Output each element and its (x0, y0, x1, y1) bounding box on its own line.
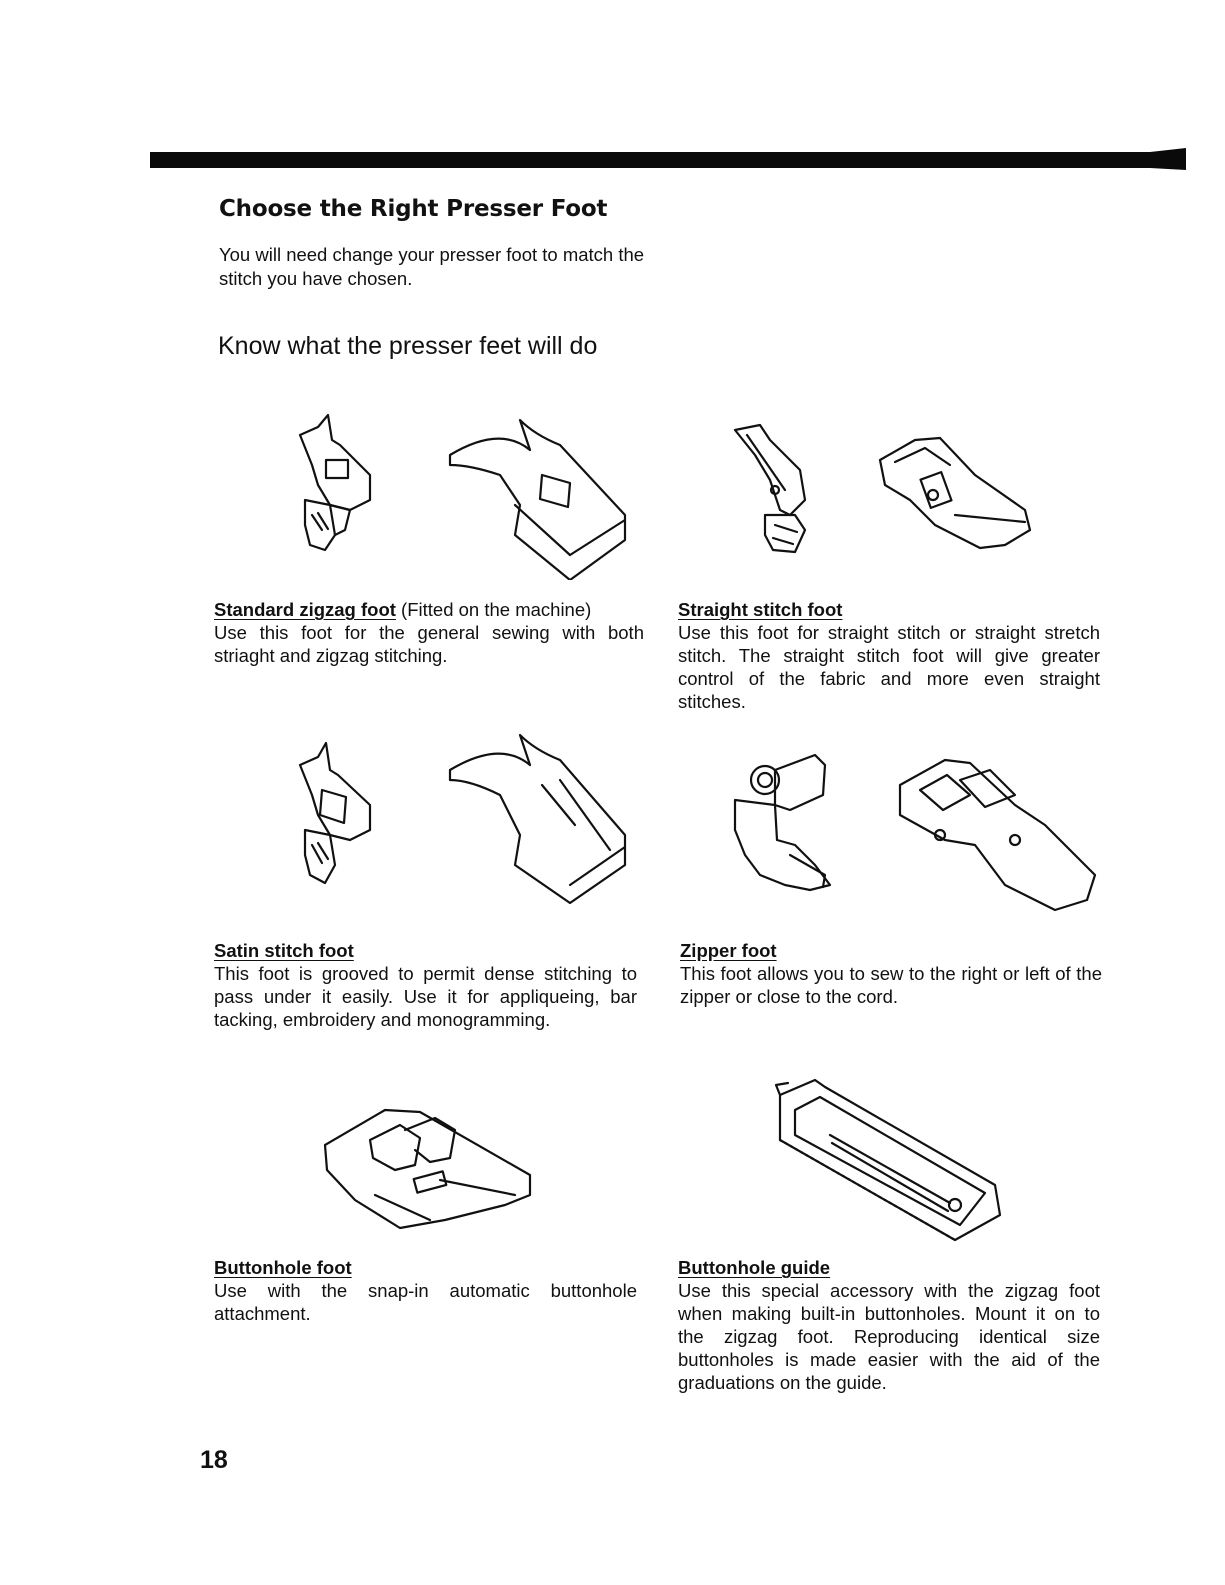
item-name: Zipper foot (680, 940, 777, 961)
item-name: Satin stitch foot (214, 940, 354, 961)
item-header (214, 939, 637, 962)
item-zipper-foot (680, 939, 1102, 1008)
item-header (680, 939, 1102, 962)
zigzag-foot-icon (270, 405, 640, 580)
item-header (678, 1256, 1100, 1279)
item-name: Standard zigzag foot (214, 599, 396, 620)
section-subheading: Know what the presser feet will do (218, 332, 598, 360)
item-description: Use this special accessory with the zigzag foot when making built-in buttonholes. Mount it on to the zigzag foot. Reproducing identical size buttonholes is made easier with the aid of the graduations on the guide. (678, 1280, 1100, 1393)
buttonhole-guide-icon (770, 1075, 1010, 1245)
straight-stitch-foot-icon (725, 420, 1055, 570)
page-number: 18 (200, 1446, 228, 1474)
item-description: This foot is grooved to permit dense stitching to pass under it easily. Use it for appliqueing, bar tacking, embroidery and monogramming. (214, 963, 637, 1030)
zipper-foot-icon (715, 745, 1100, 920)
item-description: Use this foot for the general sewing with both striaght and zigzag stitching. (214, 622, 644, 666)
item-header (214, 1256, 637, 1279)
intro-text: You will need change your presser foot to match the stitch you have chosen. (219, 244, 645, 289)
item-buttonhole-guide (678, 1256, 1100, 1394)
item-satin-stitch-foot (214, 939, 637, 1031)
item-description: Use with the snap-in automatic buttonhole attachment. (214, 1280, 637, 1324)
header-rule (150, 148, 1186, 170)
item-header (678, 598, 1100, 621)
satin-stitch-foot-icon (270, 725, 640, 905)
item-description: Use this foot for straight stitch or straight stretch stitch. The straight stitch foot will give greater control of the fabric and more even straight stitches. (678, 622, 1100, 712)
item-name: Buttonhole foot (214, 1257, 352, 1278)
item-standard-zigzag-foot (214, 598, 644, 667)
item-name: Straight stitch foot (678, 599, 843, 620)
item-buttonhole-foot (214, 1256, 637, 1325)
item-straight-stitch-foot (678, 598, 1100, 713)
buttonhole-foot-icon (315, 1100, 535, 1230)
item-description: This foot allows you to sew to the right or left of the zipper or close to the cord. (680, 963, 1102, 1007)
page-heading: Choose the Right Presser Foot (219, 196, 608, 222)
item-header (214, 598, 644, 621)
item-name: Buttonhole guide (678, 1257, 831, 1278)
item-note: (Fitted on the machine) (395, 599, 592, 620)
